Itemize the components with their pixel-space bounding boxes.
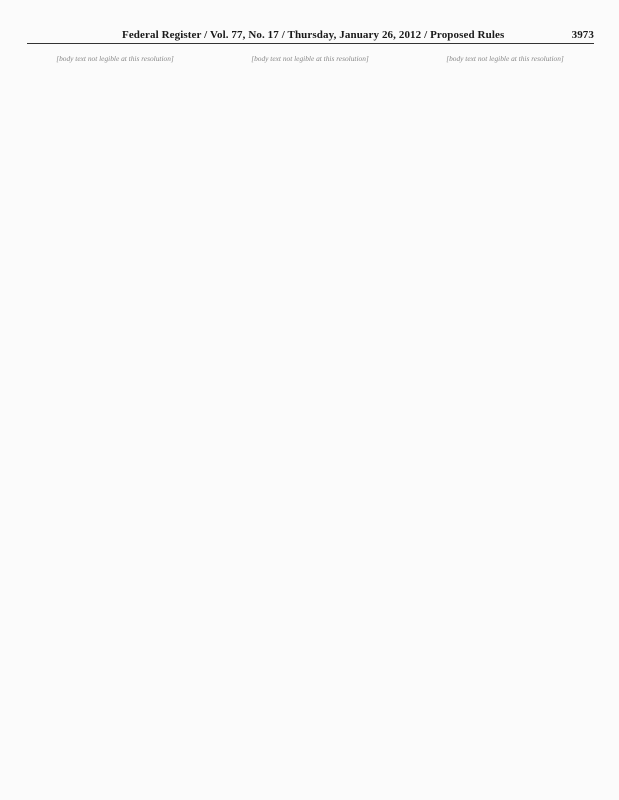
running-title: Federal Register / Vol. 77, No. 17 / Thursday, January 26, 2012 / Proposed Rules	[122, 29, 505, 41]
body-placeholder: [body text not legible at this resolution]	[251, 54, 369, 63]
text-column-1	[26, 47, 204, 772]
running-header	[27, 29, 594, 44]
body-placeholder: [body text not legible at this resolution]	[56, 54, 174, 63]
text-column-3	[416, 47, 594, 772]
body-placeholder: [body text not legible at this resolution]	[446, 54, 564, 63]
text-column-2	[221, 47, 399, 772]
page-number: 3973	[571, 29, 594, 41]
